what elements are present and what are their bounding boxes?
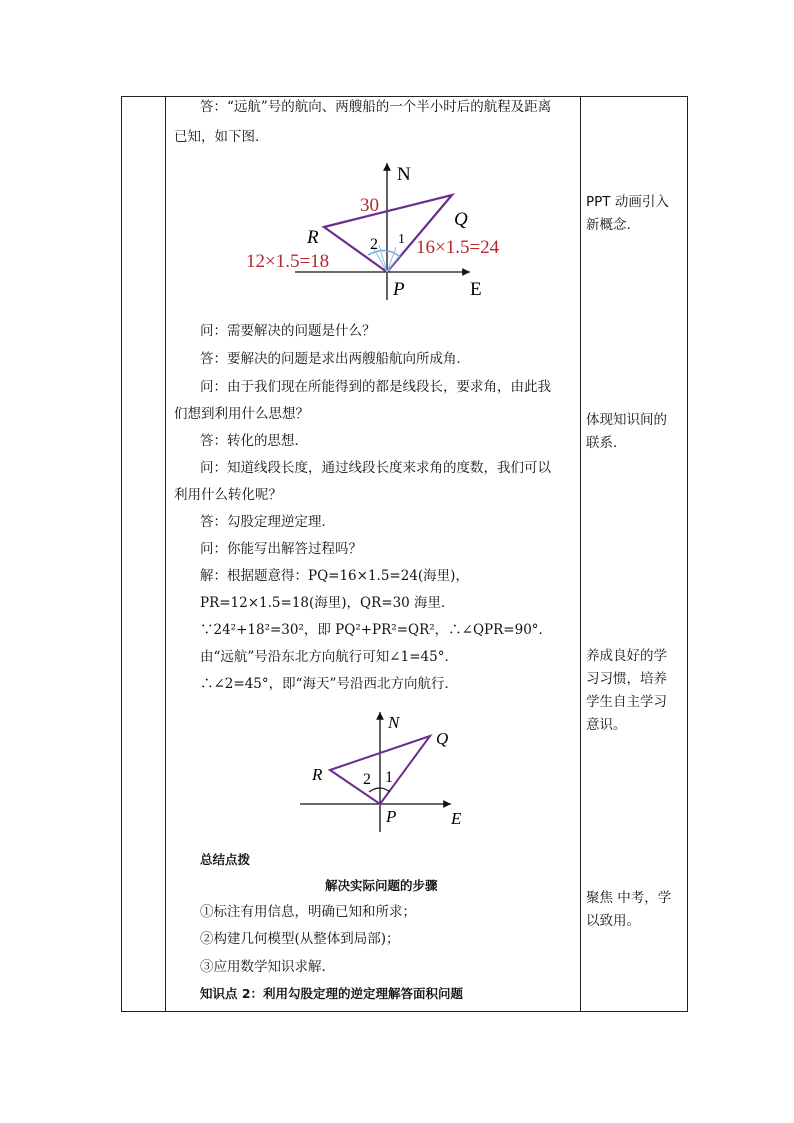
knowledge-point-2: 知识点 2：利用勾股定理的逆定理解答面积问题 [200, 986, 464, 1001]
side-note-ppt-line1: PPT 动画引入 [586, 194, 669, 210]
side-note-habits [586, 645, 684, 737]
triangle-pqr [324, 195, 452, 272]
step-3: ③应用数学知识求解． [200, 959, 335, 975]
side-note-connection [586, 409, 684, 455]
side-note-exam-line2: 以致用。 [586, 913, 640, 929]
solution-line-1: 解：根据题意得：PQ=16×1.5=24(海里)， [200, 568, 469, 584]
side-note-connection-line1: 体现知识间的 [586, 412, 667, 428]
side-note-connection-line2: 联系. [586, 435, 618, 451]
side-note-habits-line1: 养成良好的学 [586, 648, 667, 664]
angle-2-label: 2 [370, 236, 378, 253]
dialogue-line-5: 答：转化的思想． [200, 433, 308, 449]
point-label-q-2: Q [436, 729, 449, 748]
dialogue-line-7: 利用什么转化呢？ [174, 487, 282, 503]
point-label-r-2: R [312, 765, 323, 784]
angle-2-label-2: 2 [363, 771, 371, 788]
side-note-ppt-line2: 新概念. [586, 217, 631, 233]
dialogue-line-8: 答：勾股定理逆定理． [200, 514, 335, 530]
dialogue-line-6: 问：知道线段长度，通过线段长度来求角的度数，我们可以 [200, 460, 551, 476]
east-label-2: E [451, 809, 462, 828]
column-divider-left [165, 97, 166, 1011]
solution-line-2: PR=12×1.5=18(海里)，QR=30 海里． [200, 595, 455, 611]
dialogue-line-3: 问：由于我们现在所能得到的都是线段长，要求角，由此我 [200, 379, 551, 395]
angle-1-label-2: 1 [385, 769, 393, 786]
figure-ship-courses [240, 155, 540, 300]
summary-heading: 总结点拨 [200, 852, 251, 867]
answer-intro-line2: 已知，如下图． [174, 129, 269, 145]
answer-intro-line1: 答：“远航”号的航向、两艘船的一个半小时后的航程及距离 [200, 99, 552, 115]
origin-label-p-2: P [386, 807, 397, 826]
point-label-r: R [307, 227, 319, 248]
dialogue-line-4: 们想到利用什么思想？ [174, 406, 309, 422]
point-label-q: Q [454, 209, 468, 230]
origin-label-p: P [393, 279, 405, 300]
side-note-habits-line4: 意识。 [586, 717, 627, 733]
east-label: E [470, 279, 482, 300]
figure-solution-diagram [296, 708, 476, 833]
solution-line-4: 由“远航”号沿东北方向航行可知∠1=45°． [200, 649, 458, 665]
north-label: N [397, 164, 411, 185]
steps-title: 解决实际问题的步骤 [325, 878, 438, 893]
solution-line-5: ∴∠2=45°，即“海天”号沿西北方向航行． [200, 676, 458, 692]
side-note-ppt [586, 191, 684, 237]
pr-length-label: 12×1.5=18 [246, 251, 330, 272]
solution-line-3: ∵24²+18²=30²，即 PQ²+PR²=QR²，∴∠QPR=90°． [200, 622, 553, 638]
side-note-exam-line1: 聚焦 中考，学 [586, 890, 672, 906]
north-label-2: N [388, 713, 400, 732]
side-note-habits-line2: 习习惯，培养 [586, 671, 667, 687]
dialogue-line-9: 问：你能写出解答过程吗？ [200, 541, 362, 557]
dialogue-line-1: 问：需要解决的问题是什么？ [200, 323, 376, 339]
qr-length-label: 30 [360, 195, 379, 216]
step-2: ②构建几何模型(从整体到局部)； [200, 931, 400, 947]
dialogue-line-2: 答：要解决的问题是求出两艘船航向所成角． [200, 351, 470, 367]
step-1: ①标注有用信息，明确已知和所求； [200, 904, 416, 920]
side-note-habits-line3: 学生自主学习 [586, 694, 667, 710]
angle-1-label: 1 [398, 232, 405, 247]
side-note-exam [586, 887, 684, 933]
column-divider-right [580, 97, 581, 1011]
pq-length-label: 16×1.5=24 [416, 237, 500, 258]
